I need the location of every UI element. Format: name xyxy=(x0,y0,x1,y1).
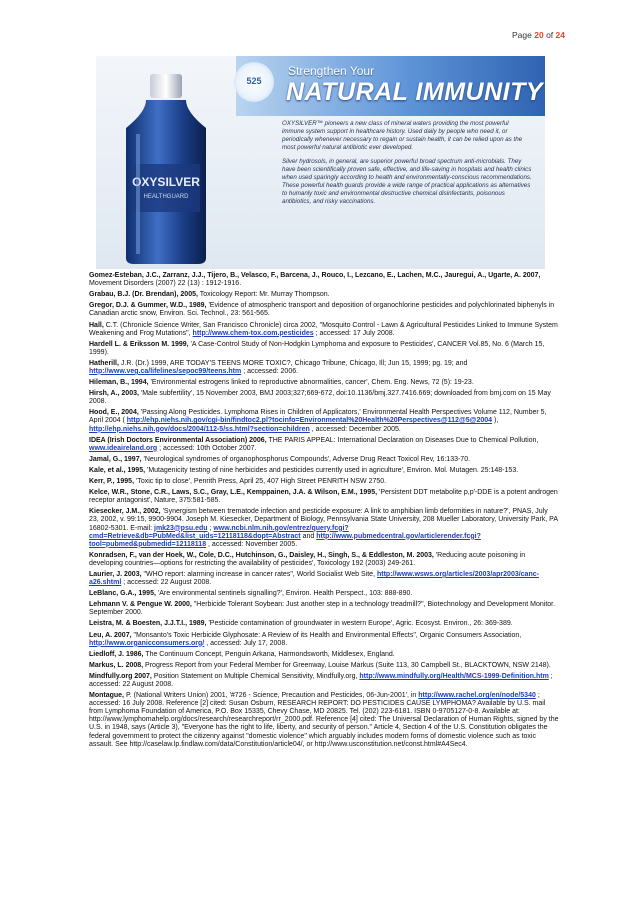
reference-text: 'Pesticide contamination of groundwater in western Europe', Agric. Ecosyst. Environ., 26: 369-389. xyxy=(208,620,513,628)
reference-entry xyxy=(89,379,559,387)
reference-link[interactable]: www.ideaireland.org xyxy=(89,444,158,452)
reference-authors: Konradsen, F., van der Hoek, W., Cole, D.C., Hutchinson, G., Daisley, H., Singh, S., & Eddleston, M. 2003, xyxy=(89,551,434,559)
oxysilver-bottle-image xyxy=(106,68,226,266)
reference-text: 'Neurological syndromes of organophosphorus Compounds', Adverse Drug React Toxicol Rev, 16:133-70. xyxy=(143,455,471,463)
reference-authors: Hileman, B., 1994, xyxy=(89,379,149,387)
reference-entry xyxy=(89,272,559,288)
ad-copy xyxy=(282,120,532,212)
reference-tail: ; accessed: 2006. xyxy=(243,367,299,375)
reference-entry xyxy=(89,467,559,475)
reference-text: 'Persistent DDT metabolite p,p'-DDE is a potent androgen receptor antagonist', Nature, 375:581-585. xyxy=(89,489,558,505)
reference-text: "Monsanto's Toxic Herbicide Glyphosate: A Review of its Health and Environmental Effects", Organic Consumers Association, xyxy=(133,631,522,639)
ad-seal-text: 525 xyxy=(246,76,262,86)
reference-entry xyxy=(89,478,559,486)
reference-authors: Hirsh, A., 2003, xyxy=(89,390,139,398)
reference-entry xyxy=(89,302,559,318)
reference-authors: Gregor, D.J. & Gummer, W.D., 1989, xyxy=(89,302,207,310)
ad-headline: NATURAL IMMUNITY xyxy=(286,78,544,106)
reference-text: THE PARIS APPEAL: International Declaration on Diseases Due to Chemical Pollution, xyxy=(268,436,539,444)
page-of: of xyxy=(546,30,554,40)
reference-text: "WHO report: alarming increase in cancer rates", World Socialist Web Site, xyxy=(143,570,376,578)
reference-list xyxy=(89,272,559,752)
reference-authors: Laurier, J. 2003, xyxy=(89,570,142,578)
reference-authors: Gomez-Esteban, J.C., Zarranz, J.J., Tijero, B., Velasco, F., Barcena, J., Rouco, I., Lezcano, E., Lachen, M.C., Jauregui, A., Ugarte, A. 2007, xyxy=(89,272,541,279)
reference-text: 'Evidence of atmospheric transport and deposition of organochlorine pesticides and polychlorinated biphenyls in Canadian arctic snow, Environ. Sci. Technol., 23: 561-565. xyxy=(89,302,555,318)
reference-authors: Liedloff, J. 1986, xyxy=(89,650,144,658)
reference-link[interactable]: http://www.wsws.org/articles/2003/apr2003/canc-a26.shtml xyxy=(89,570,539,586)
reference-entry xyxy=(89,489,559,505)
reference-text: 'A Case-Control Study of Non-Hodgkin Lymphoma and exposure to Pesticides', CANCER Vol.85, No. 6 (March 15, 1999). xyxy=(89,340,545,356)
reference-authors: LeBlanc, G.A., 1995, xyxy=(89,590,156,598)
reference-separator: ; xyxy=(209,524,214,532)
reference-entry xyxy=(89,456,559,464)
ad-seal xyxy=(234,62,274,102)
reference-entry xyxy=(89,437,559,453)
reference-text: Position Statement on Multiple Chemical Sensitivity, Mindfully.org, xyxy=(153,673,358,681)
reference-entry xyxy=(89,590,559,598)
reference-link[interactable]: http://www.rachel.org/en/node/5340 xyxy=(418,692,536,700)
page-label: Page xyxy=(511,30,532,40)
reference-entry xyxy=(89,662,559,670)
bottle-sub-label: HEALTHGUARD xyxy=(143,194,189,200)
reference-link[interactable]: http://ehp.niehs.nih.gov/cgi-bin/findtoc2.pl?tocinfo=Environmental%20Health%20Perspectives@112@5@2004 xyxy=(126,417,493,425)
reference-entry xyxy=(89,409,559,433)
reference-link[interactable]: http://www.pubmedcentral.gov/articlerender.fcgi?tool=pubmed&pubmedid=12118118 xyxy=(89,532,481,548)
reference-authors: Kale, et al., 1995, xyxy=(89,466,146,474)
reference-text: Progress Report from your Federal Member for Greenway, Louise Markus (Suite 113, 30 Campbell St., BLACKTOWN, NSW 2148). xyxy=(145,661,551,669)
reference-text: P. (National Writers Union) 2001, '#726 - Science, Precaution and Pesticides, 06-Jun-2001', in xyxy=(125,692,417,700)
reference-authors: Hardell L. & Eriksson M. 1999, xyxy=(89,340,189,348)
reference-authors: Hall, xyxy=(89,321,104,329)
reference-separator: and xyxy=(302,532,317,540)
reference-text: Toxicology Report: Mr. Murray Thompson. xyxy=(199,291,330,299)
reference-text: 'Are environmental sentinels signalling?', Environ. Health Perspect., 103: 888-890. xyxy=(157,590,413,598)
reference-text: J.R. (Dr.) 1999, ARE TODAY'S TEENS MORE TOXIC?, Chicago Tribune, Chicago, Ill; Jun 15, 1999; pg. 19; and xyxy=(120,359,468,367)
reference-link[interactable]: www.ncbi.nlm.nih.gov/entrez/query.fcgi?cmd=Retrieve&db=PubMed&list_uids=12118118&dopt=Abstract xyxy=(89,524,349,540)
oxysilver-advertisement xyxy=(96,56,545,269)
reference-authors: Grabau, B.J. (Dr. Brendan), 2005, xyxy=(89,291,198,299)
reference-tail: ; accessed: 10th October 2007. xyxy=(159,444,257,452)
reference-text: 'Synergism between trematode infection and pesticide exposure: A link to amphibian limb deformities in nature?', PNAS, July 23, 2002, v. 99:15, 9900-9904. Joseph M. Kiesecker, Department of Biology, Pennsylvania State University, 208 Mueller Laboratory, University Park, PA 16802-5301. E-mail: xyxy=(89,508,558,532)
reference-tail: , accessed: December 2005. xyxy=(311,425,401,433)
reference-authors: Mindfully.org 2007, xyxy=(89,673,152,681)
reference-tail: ; accessed: 17 July 2008. xyxy=(315,329,395,337)
reference-tail: , accessed: November 2005. xyxy=(208,540,298,548)
reference-entry xyxy=(89,571,559,587)
reference-authors: Leistra, M. & Boesten, J.J.T.I., 1989, xyxy=(89,620,207,628)
reference-link[interactable]: http://www.organicconsumers.org/ xyxy=(89,639,205,647)
reference-entry xyxy=(89,651,559,659)
reference-entry xyxy=(89,632,559,648)
reference-entry xyxy=(89,673,559,689)
reference-entry xyxy=(89,322,559,338)
reference-link[interactable]: http://www.veg.ca/lifelines/sepoc99/teens.htm xyxy=(89,367,242,375)
reference-authors: Hood, E., 2004, xyxy=(89,409,139,417)
reference-separator: ), xyxy=(494,417,499,425)
reference-text: 'Reducing acute poisoning in developing countries—options for restricting the availability of pesticides', Toxicology 192 (2003) 249-261. xyxy=(89,551,526,567)
reference-entry xyxy=(89,692,559,748)
reference-authors: IDEA (Irish Doctors Environmental Association) 2006, xyxy=(89,436,267,444)
reference-tail: ; accessed: 22 August 2008. xyxy=(89,673,553,689)
reference-text: Movement Disorders (2007) 22 (13) : 1912-1916. xyxy=(89,280,242,288)
reference-entry xyxy=(89,291,559,299)
reference-authors: Montague, xyxy=(89,692,124,700)
reference-authors: Leu, A. 2007, xyxy=(89,631,132,639)
reference-entry xyxy=(89,601,559,617)
ad-tagline: Strengthen Your xyxy=(288,64,375,78)
reference-entry xyxy=(89,360,559,376)
reference-authors: Kiesecker, J.M., 2002, xyxy=(89,508,161,516)
reference-authors: Lehmann V. & Pengue W. 2000, xyxy=(89,601,192,609)
page-total: 24 xyxy=(555,30,565,40)
reference-tail: ; accessed: 22 August 2008. xyxy=(123,579,212,586)
reference-entry xyxy=(89,552,559,568)
page-current: 20 xyxy=(534,30,544,40)
reference-authors: Hatherill, xyxy=(89,359,119,367)
reference-authors: Jamal, G., 1997, xyxy=(89,455,142,463)
reference-link[interactable]: http://ehp.niehs.nih.gov/docs/2004/112-5/ss.html?section=children xyxy=(89,425,310,433)
reference-authors: Markus, L. 2008, xyxy=(89,661,144,669)
reference-entry xyxy=(89,390,559,406)
reference-entry xyxy=(89,508,559,548)
reference-link[interactable]: http://www.chem-tox.com.pesticides xyxy=(192,329,314,337)
reference-text: C.T. (Chronicle Science Writer, San Francisco Chronicle) circa 2002, "Mosquito Control - Lawn & Agricultural Pesticides Linked to Immune System Weakening and Frog Mutations", xyxy=(89,321,558,337)
reference-entry xyxy=(89,341,559,357)
page-number xyxy=(512,30,565,40)
reference-tail: ; accessed: 16 July 2008. Reference [2] cited: Susan Osburn, RESEARCH REPORT: DO PESTICIDES CAUSE LYMPHOMA? Available by U.S. mail from Lymphoma Foundation of America, P.O. Box 15335, Chevy Chase, MD 20825. Tel. (202) 223-6181. ISBN 0-9705127-0-8. Available at: http://www.lymphomahelp.org/docs/research/researchreport/rr_2000.pdf. Reference [4] cited: The Universal Declaration of Human Rights, signed by the U.S. in 1948, says (Article 3), "Everyone has the right to life, liberty, and security of person." Article 4, Section 4 of the U.S. Constitution obligates the federal government to protect the citizenry against "domestic violence" which arguably includes modern forms of domestic violence such as toxic assault. See http://caselaw.lp.findlaw.com/data/Constitution/article04/, or http://www.usconstitution.net/const.html#A4Sec4. xyxy=(89,692,559,748)
ad-paragraph-2: Silver hydrosols, in general, are superior powerful broad spectrum anti-microbials. They have been scientifically proven safe, effective, and life-saving in hospitals and health clinics when used sparingly according to health and environmentally-conscious recommendations. These powerful health guards provide a wide range of practical applications as alternatives to humanly toxic and environmental destructive chemical disinfectants, poisonous antibiotics, and risky vaccinations. xyxy=(282,158,532,205)
reference-text: 'Passing Along Pesticides. Lymphoma Rises in Children of Applicators,' Environmental Health Perspectives Volume 112, Number 5, April 2004 ( xyxy=(89,409,547,425)
reference-authors: Kelce, W.R., Stone, C.R., Laws, S.C., Gray, L.E., Kemppainen, J.A. & Wilson, E.M., 1995, xyxy=(89,489,378,497)
ad-paragraph-1: OXYSILVER™ pioneers a new class of mineral waters providing the most powerful immune system support in healthcare history. Used daily by people who need it, or periodically whenever necessary to regain or sustain health, it can be relied upon as the most powerful natural antibiotic ever developed. xyxy=(282,120,523,151)
reference-tail: , accessed: July 17, 2008. xyxy=(206,639,288,647)
reference-text: 'Toxic tip to close', Penrith Press, April 25, 407 High Street PENRITH NSW 2750. xyxy=(135,478,387,486)
reference-text: 'Male subfertility', 15 November 2003, BMJ 2003;327;669-672, doi:10.1136/bmj.327.7416.669; downloaded from bmj.com on 15 May 2008. xyxy=(89,390,551,406)
reference-text: The Continuum Concept, Penguin Arkana, Harmondsworth, Middlesex, England. xyxy=(145,650,395,658)
reference-link[interactable]: jmk23@psu.edu xyxy=(154,524,208,532)
reference-text: 'Environmental estrogens linked to reproductive abnormalities, cancer', Chem. Eng. News, 72 (5): 19-23. xyxy=(150,379,474,387)
reference-text: "Herbicide Tolerant Soybean: Just another step in a technology treadmill?", Biotechnology and Development Monitor. September 2000. xyxy=(89,601,556,617)
reference-text: 'Mutagenicity testing of nine herbicides and pesticides currently used in agriculture', Environ. Mol. Mutagen. 25:148-153. xyxy=(147,466,519,474)
reference-entry xyxy=(89,620,559,628)
bottle-brand-label: OXYSILVER xyxy=(132,175,200,189)
reference-authors: Kerr, P., 1995, xyxy=(89,478,135,486)
reference-link[interactable]: http://www.mindfully.org/Health/MCS-1999-Definition.htm xyxy=(359,673,549,681)
